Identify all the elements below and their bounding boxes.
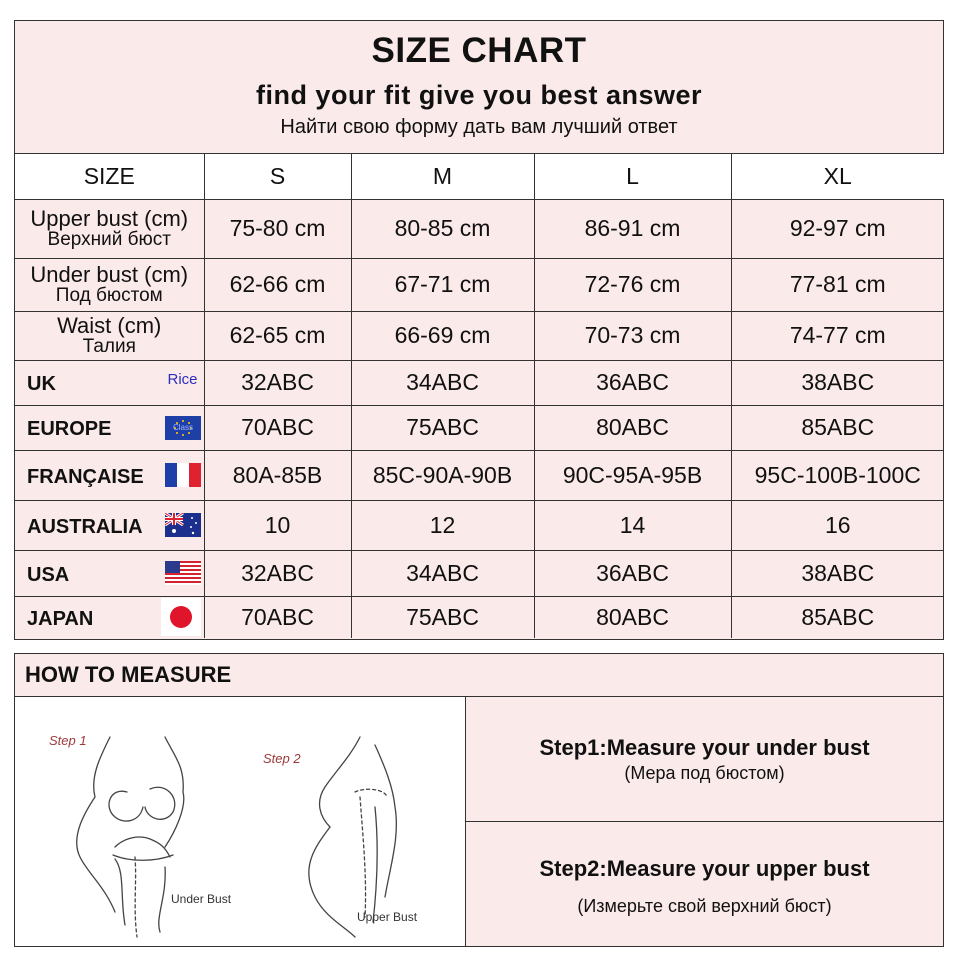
upper-bust-sketch-label: Upper Bust (357, 910, 418, 924)
rice-text-label: Rice (167, 370, 198, 388)
region-label: FRANÇAISE (27, 465, 144, 488)
region-cell-japan (15, 596, 204, 638)
region-label: EUROPE (27, 418, 112, 440)
table-cell: 34ABC (351, 360, 534, 405)
eu-flag-text: Class (172, 422, 193, 432)
region-label: JAPAN (27, 607, 94, 630)
table-cell: 38ABC (731, 360, 944, 405)
table-row (15, 550, 944, 596)
row-label: Under bust (cm) (30, 262, 189, 287)
table-row (15, 500, 944, 550)
row-label-russian: Талия (82, 336, 136, 357)
eu-flag-icon (165, 416, 201, 440)
table-cell: 70-73 cm (534, 311, 731, 360)
row-label: Upper bust (cm) (30, 206, 189, 231)
table-cell: 32ABC (204, 360, 351, 405)
region-label: UK (27, 373, 56, 395)
step1-title: Step1:Measure your under bust (539, 735, 870, 760)
table-cell: 16 (731, 500, 944, 550)
region-cell-france (15, 450, 204, 500)
table-cell: 80ABC (534, 405, 731, 450)
table-cell: 36ABC (534, 550, 731, 596)
under-bust-sketch-label: Under Bust (171, 892, 232, 906)
figure-two-icon (309, 737, 397, 937)
size-l-header: L (534, 154, 731, 199)
page-title: SIZE CHART (371, 31, 587, 70)
region-cell-uk (15, 360, 204, 405)
table-row (15, 258, 944, 311)
row-label-russian: Под бюстом (55, 285, 163, 306)
table-cell: 80A-85B (204, 450, 351, 500)
row-label-russian: Верхний бюст (47, 229, 171, 250)
size-table (15, 154, 944, 638)
size-xl-header: XL (731, 154, 944, 199)
row-label: Waist (cm) (57, 313, 162, 338)
table-cell: 66-69 cm (351, 311, 534, 360)
step2-sketch-label: Step 2 (263, 751, 301, 766)
region-label: AUSTRALIA (27, 515, 143, 538)
table-cell: 70ABC (204, 405, 351, 450)
figure-one-icon (77, 737, 184, 937)
table-cell: 85C-90A-90B (351, 450, 534, 500)
table-cell: 92-97 cm (731, 199, 944, 258)
how-to-measure-title: HOW TO MEASURE (15, 654, 943, 697)
page-subtitle: find your fit give you best answer (255, 80, 703, 110)
table-cell: 14 (534, 500, 731, 550)
table-cell: 90C-95A-95B (534, 450, 731, 500)
table-cell: 70ABC (204, 596, 351, 638)
size-header-cell: SIZE (15, 154, 204, 199)
table-row (15, 596, 944, 638)
measuring-sketch-icon (15, 697, 465, 946)
step2-subtitle: (Измерьте свой верхний бюст) (577, 896, 832, 916)
australia-flag-icon (165, 513, 201, 537)
waist-label-cell (15, 311, 204, 360)
region-cell-usa (15, 550, 204, 596)
table-header-row (15, 154, 944, 199)
table-cell: 36ABC (534, 360, 731, 405)
table-cell: 85ABC (801, 603, 875, 630)
japan-flag-icon (161, 598, 201, 636)
table-cell: 67-71 cm (351, 258, 534, 311)
measuring-illustration (15, 697, 466, 946)
table-cell: 80-85 cm (351, 199, 534, 258)
step1-sketch-label: Step 1 (49, 733, 87, 748)
page-subtitle-russian: Найти свою форму дать вам лучший ответ (280, 116, 678, 138)
region-label: USA (27, 563, 70, 586)
france-flag-icon (165, 463, 201, 487)
upper-bust-label-cell (15, 199, 204, 258)
region-cell-australia (15, 500, 204, 550)
table-cell: 77-81 cm (731, 258, 944, 311)
table-cell: 95C-100B-100C (731, 450, 944, 500)
table-row (15, 360, 944, 405)
size-m-header: M (351, 154, 534, 199)
table-row (15, 199, 944, 258)
table-cell: 62-65 cm (204, 311, 351, 360)
table-cell: 32ABC (204, 550, 351, 596)
table-cell: 75ABC (351, 405, 534, 450)
table-cell: 38ABC (731, 550, 944, 596)
table-cell: 72-76 cm (534, 258, 731, 311)
under-bust-label-cell (15, 258, 204, 311)
table-cell: 10 (204, 500, 351, 550)
table-cell: 86-91 cm (534, 199, 731, 258)
size-s-header: S (204, 154, 351, 199)
table-row (15, 450, 944, 500)
table-cell: 75ABC (351, 596, 534, 638)
table-cell: 74-77 cm (731, 311, 944, 360)
region-cell-europe (15, 405, 204, 450)
table-cell: 75-80 cm (204, 199, 351, 258)
table-cell: 85ABC (731, 405, 944, 450)
table-cell: 12 (351, 500, 534, 550)
table-cell: 34ABC (351, 550, 534, 596)
table-row (15, 405, 944, 450)
table-row (15, 311, 944, 360)
step1-subtitle: (Мера под бюстом) (624, 763, 785, 783)
how-to-measure-panel (14, 653, 944, 947)
usa-flag-icon (165, 561, 201, 585)
size-chart-header (15, 21, 943, 154)
step1-panel (466, 697, 943, 822)
table-cell: 62-66 cm (204, 258, 351, 311)
step2-panel (466, 822, 943, 946)
table-cell: 80ABC (534, 596, 731, 638)
step2-title: Step2:Measure your upper bust (539, 856, 870, 881)
size-chart-panel (14, 20, 944, 640)
